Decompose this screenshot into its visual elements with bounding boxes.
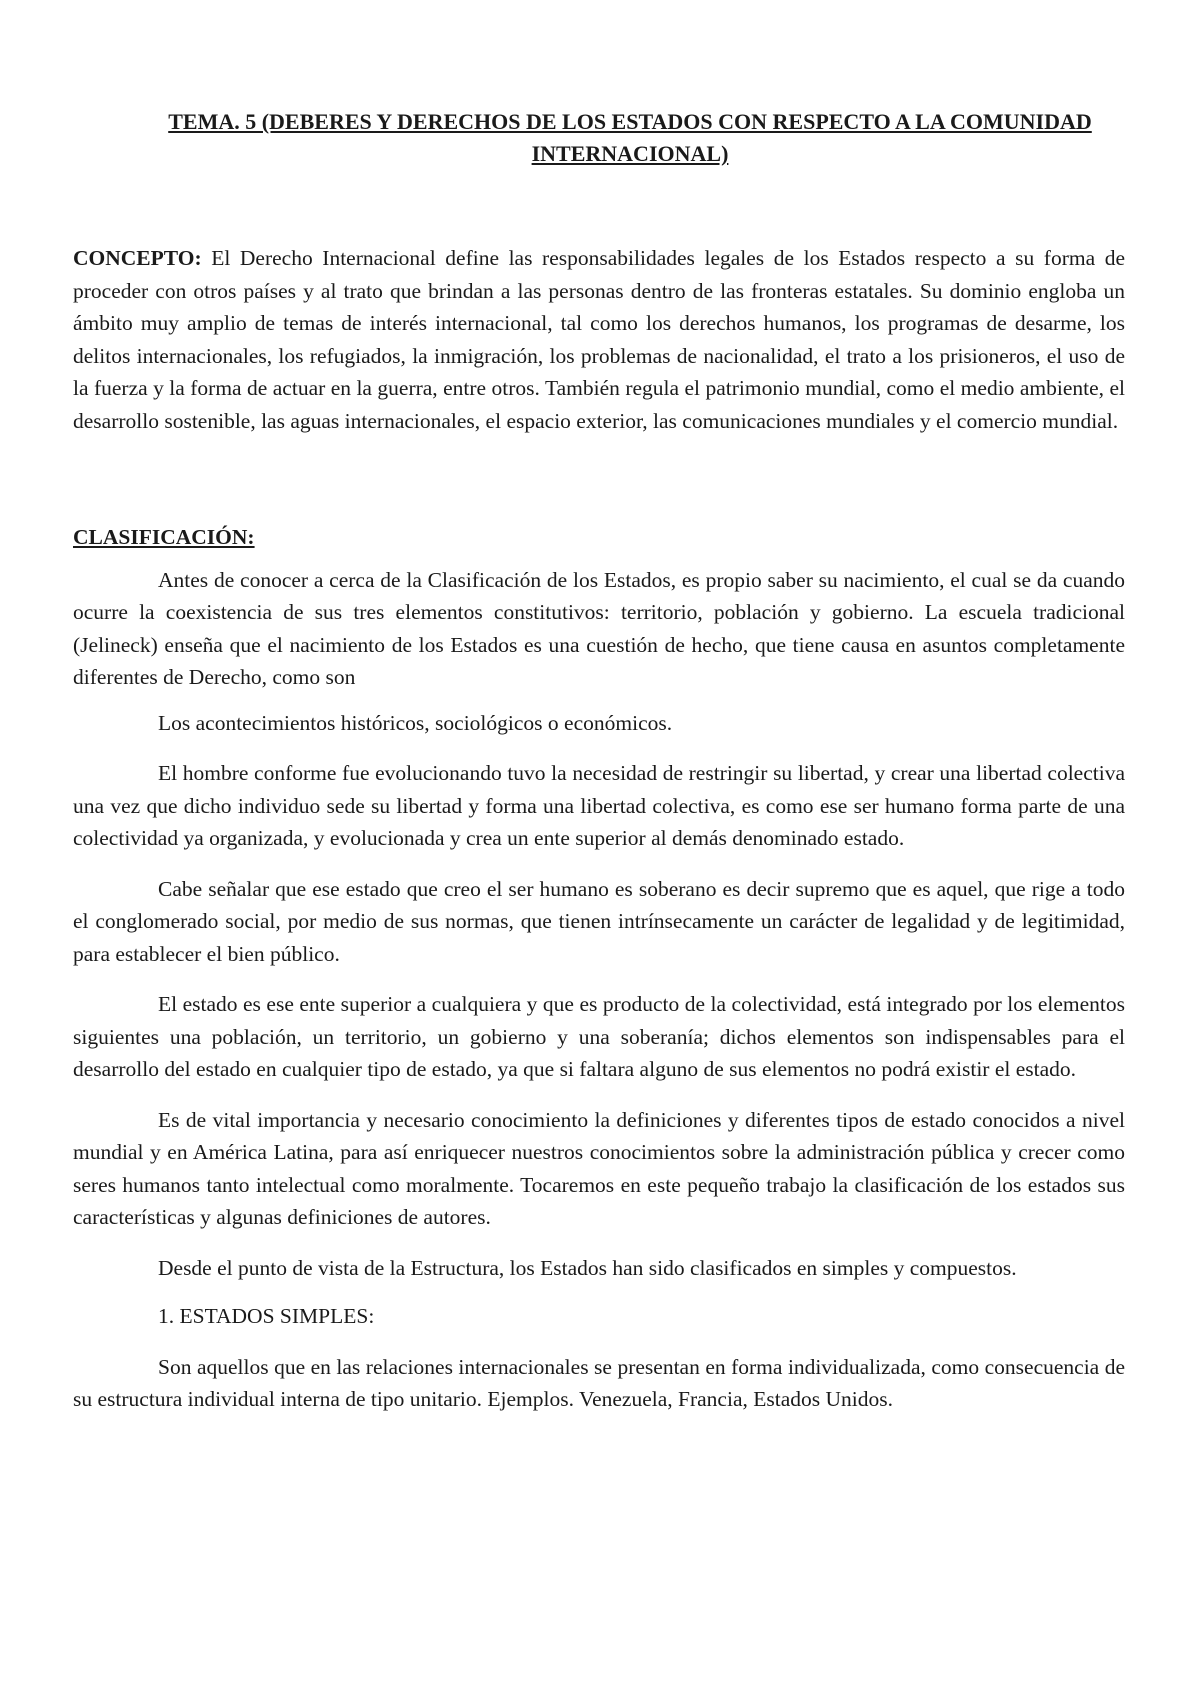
clasificacion-paragraph: El hombre conforme fue evolucionando tuvo la necesidad de restringir su libertad, y crear una libertad colectiva una vez que dicho individuo sede su libertad y forma una libertad colectiva, es como ese ser humano forma parte de una colectividad ya organizada, y evolucionada y crea un ente superior al demás denominado estado.	[73, 761, 1125, 850]
estados-simples-heading: 1. ESTADOS SIMPLES:	[158, 1304, 375, 1328]
concepto-text: El Derecho Internacional define las responsabilidades legales de los Estados respecto a su forma de proceder con otros países y al trato que brindan a las personas dentro de las fronteras estatales. Su dominio engloba un ámbito muy amplio de temas de interés internacional, tal como los derechos humanos, los programas de desarme, los delitos internacionales, los refugiados, la inmigración, los problemas de nacionalidad, el trato a los prisioneros, el uso de la fuerza y la forma de actuar en la guerra, entre otros. También regula el patrimonio mundial, como el medio ambiente, el desarrollo sostenible, las aguas internacionales, el espacio exterior, las comunicaciones mundiales y el comercio mundial.	[73, 246, 1125, 433]
clasificacion-paragraph: Cabe señalar que ese estado que creo el ser humano es soberano es decir supremo que es aquel, que rige a todo el conglomerado social, por medio de sus normas, que tienen intrínsecamente un carácter de legalidad y de legitimidad, para establecer el bien público.	[73, 876, 1125, 966]
clasificacion-paragraph: Es de vital importancia y necesario conocimiento la definiciones y diferentes tipos de estado conocidos a nivel mundial y en América Latina, para así enriquecer nuestros conocimientos sobre la administración pública y crecer como seres humanos tanto intelectual como moralmente. Tocaremos en este pequeño trabajo la clasificación de los estados sus características y algunas definiciones de autores.	[73, 1107, 1125, 1229]
clasificacion-paragraph: Desde el punto de vista de la Estructura, los Estados han sido clasificados en simples y compuestos.	[158, 1255, 1017, 1280]
document-body	[73, 242, 1125, 1416]
estados-simples-paragraph: Son aquellos que en las relaciones internacionales se presentan en forma individualizada, como consecuencia de su estructura individual interna de tipo unitario. Ejemplos. Venezuela, Francia, Estados Unidos.	[73, 1354, 1125, 1411]
concepto-paragraph	[73, 242, 1125, 437]
document-title: TEMA. 5 (DEBERES Y DERECHOS DE LOS ESTADOS CON RESPECTO A LA COMUNIDAD INTERNACIONAL)	[168, 109, 1092, 166]
concepto-label: CONCEPTO:	[73, 246, 202, 270]
clasificacion-paragraph: Los acontecimientos históricos, sociológicos o económicos.	[158, 710, 673, 735]
clasificacion-paragraph: Antes de conocer a cerca de la Clasificación de los Estados, es propio saber su nacimiento, el cual se da cuando ocurre la coexistencia de sus tres elementos constitutivos: territorio, población y gobierno. La escuela tradicional (Jelineck) enseña que el nacimiento de los Estados es una cuestión de hecho, que tiene causa en asuntos completamente diferentes de Derecho, como son	[73, 567, 1125, 689]
clasificacion-heading: CLASIFICACIÓN:	[73, 525, 255, 549]
clasificacion-paragraph: El estado es ese ente superior a cualquiera y que es producto de la colectividad, está integrado por los elementos siguientes una población, un territorio, un gobierno y una soberanía; dichos elementos son indispensables para el desarrollo del estado en cualquier tipo de estado, ya que si faltara alguno de sus elementos no podrá existir el estado.	[73, 992, 1125, 1081]
